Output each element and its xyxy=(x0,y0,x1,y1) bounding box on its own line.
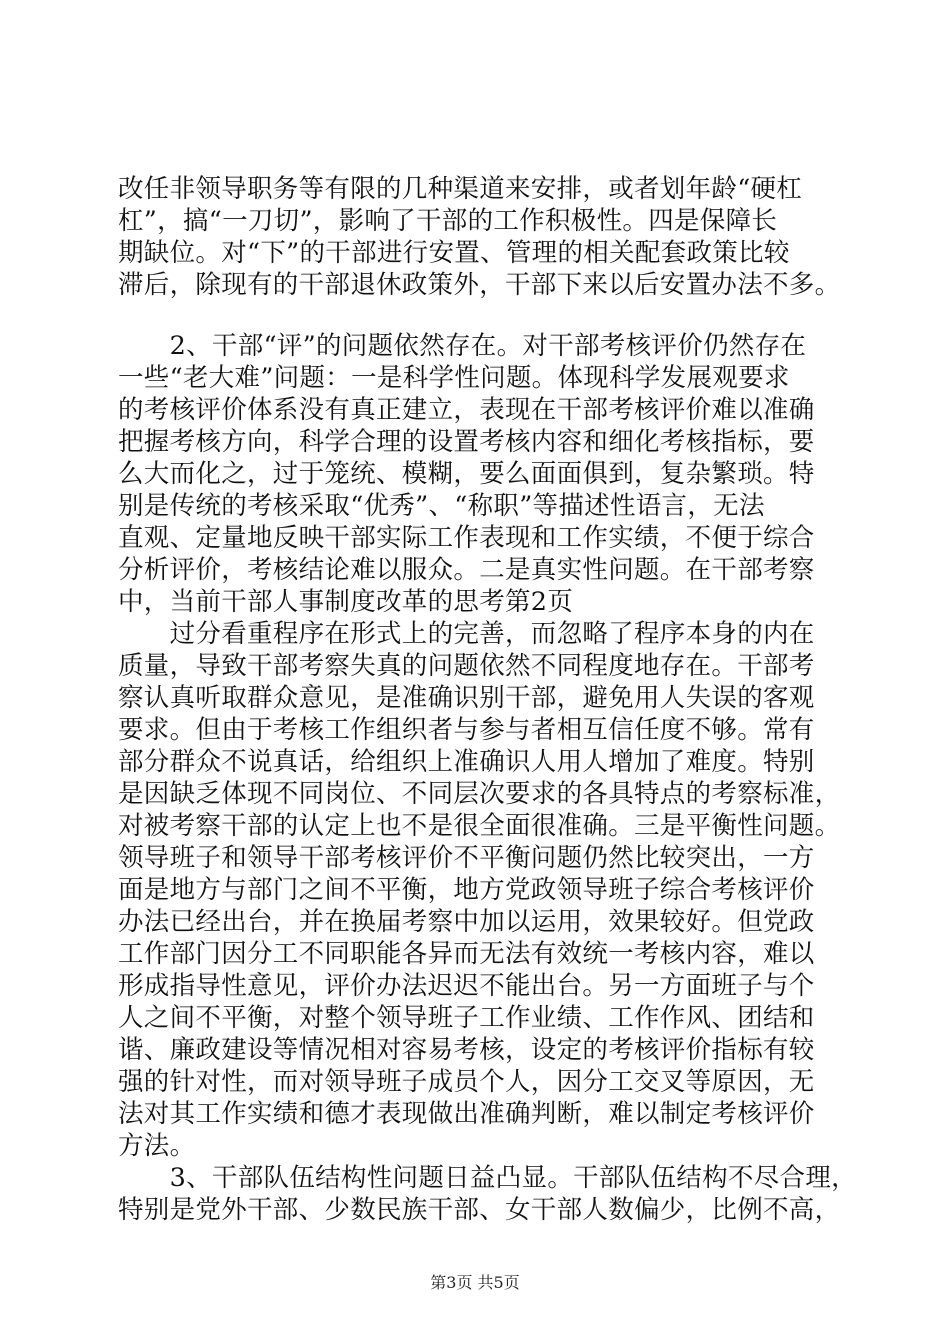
text-line: 中，当前干部人事制度改革的思考第2页 xyxy=(118,587,574,617)
text-line: 2、干部“评”的问题依然存在。对干部考核评价仍然存在 xyxy=(118,331,807,361)
text-line: 滞后，除现有的干部退休政策外，干部下来以后安置办法不多。 xyxy=(118,270,841,300)
text-line: 质量，导致干部考察失真的问题依然不同程度地存在。干部考 xyxy=(118,651,815,681)
text-line: 改任非领导职务等有限的几种渠道来安排，或者划年龄“硬杠 xyxy=(118,174,803,204)
text-line: 是因缺乏体现不同岗位、不同层次要求的各具特点的考察标准， xyxy=(118,779,841,809)
text-line: 么大而化之，过于笼统、模糊，要么面面俱到，复杂繁琐。特 xyxy=(118,459,815,489)
text-line: 法对其工作实绩和德才表现做出准确判断，难以制定考核评价 xyxy=(118,1099,815,1129)
text-line: 特别是党外干部、少数民族干部、女干部人数偏少，比例不高， xyxy=(118,1195,841,1225)
text-line: 别是传统的考核采取“优秀”、“称职”等描述性语言，无法 xyxy=(118,491,765,521)
text-line: 察认真听取群众意见，是准确识别干部，避免用人失误的客观 xyxy=(118,683,815,713)
text-line: 部分群众不说真话，给组织上准确识人用人增加了难度。特别 xyxy=(118,747,815,777)
text-line: 把握考核方向，科学合理的设置考核内容和细化考核指标，要 xyxy=(118,427,815,457)
text-line: 方法。 xyxy=(118,1131,196,1161)
text-line: 工作部门因分工不同职能各异而无法有效统一考核内容，难以 xyxy=(118,939,815,969)
text-line: 形成指导性意见，评价办法迟迟不能出台。另一方面班子与个 xyxy=(118,971,815,1001)
text-line: 杠”，搞“一刀切”，影响了干部的工作积极性。四是保障长 xyxy=(118,206,778,236)
text-line: 的考核评价体系没有真正建立，表现在干部考核评价难以准确 xyxy=(118,395,815,425)
text-line: 过分看重程序在形式上的完善，而忽略了程序本身的内在 xyxy=(118,619,815,649)
text-line: 领导班子和领导干部考核评价不平衡问题仍然比较突出，一方 xyxy=(118,843,815,873)
text-line: 面是地方与部门之间不平衡，地方党政领导班子综合考核评价 xyxy=(118,875,815,905)
text-line: 强的针对性，而对领导班子成员个人，因分工交叉等原因，无 xyxy=(118,1067,815,1097)
text-line: 谐、廉政建设等情况相对容易考核，设定的考核评价指标有较 xyxy=(118,1035,815,1065)
text-line: 办法已经出台，并在换届考察中加以运用，效果较好。但党政 xyxy=(118,907,815,937)
text-line: 分析评价，考核结论难以服众。二是真实性问题。在干部考察 xyxy=(118,555,815,585)
text-line: 期缺位。对“下”的干部进行安置、管理的相关配套政策比较 xyxy=(118,238,790,268)
text-line: 3、干部队伍结构性问题日益凸显。干部队伍结构不尽合理， xyxy=(118,1163,857,1193)
text-line: 对被考察干部的认定上也不是很全面很准确。三是平衡性问题。 xyxy=(118,811,841,841)
text-line: 人之间不平衡，对整个领导班子工作业绩、工作作风、团结和 xyxy=(118,1003,815,1033)
text-line: 一些“老大难”问题：一是科学性问题。体现科学发展观要求 xyxy=(118,363,790,393)
page-number: 第3页 共5页 xyxy=(430,1273,520,1292)
text-line: 直观、定量地反映干部实际工作表现和工作实绩，不便于综合 xyxy=(118,523,815,553)
text-line: 要求。但由于考核工作组织者与参与者相互信任度不够。常有 xyxy=(118,715,815,745)
